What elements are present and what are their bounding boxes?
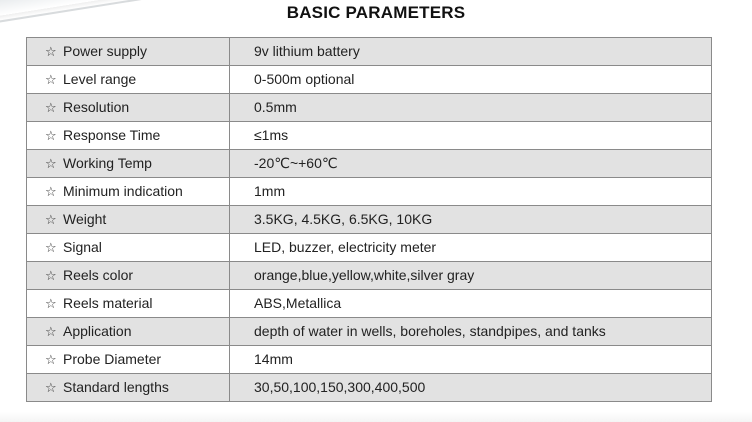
parameter-value: 0-500m optional (230, 66, 712, 94)
parameter-name-cell (27, 346, 230, 374)
table-row (27, 262, 712, 290)
parameter-name-cell (27, 66, 230, 94)
parameter-name-cell (27, 150, 230, 178)
parameter-name-cell (27, 206, 230, 234)
parameter-value: 9v lithium battery (230, 38, 712, 66)
parameter-name: Minimum indication (63, 183, 183, 199)
star-icon: ☆ (45, 72, 57, 87)
parameter-name-cell (27, 290, 230, 318)
parameter-value: LED, buzzer, electricity meter (230, 234, 712, 262)
star-icon: ☆ (45, 352, 57, 367)
parameter-name-cell (27, 38, 230, 66)
table-row (27, 206, 712, 234)
star-icon: ☆ (45, 44, 57, 59)
parameter-name-cell (27, 234, 230, 262)
parameter-name-cell (27, 374, 230, 402)
table-row (27, 234, 712, 262)
table-row (27, 318, 712, 346)
table-row (27, 374, 712, 402)
parameter-name: Reels color (63, 267, 134, 283)
parameter-value: 0.5mm (230, 94, 712, 122)
parameter-name: Power supply (63, 43, 148, 59)
parameter-value: 1mm (230, 178, 712, 206)
parameter-name: Reels material (63, 295, 153, 311)
star-icon: ☆ (45, 212, 57, 227)
star-icon: ☆ (45, 128, 57, 143)
star-icon: ☆ (45, 156, 57, 171)
star-icon: ☆ (45, 240, 57, 255)
bottom-shade (0, 412, 752, 422)
parameter-name: Response Time (63, 127, 161, 143)
table-row (27, 94, 712, 122)
table-row (27, 66, 712, 94)
parameter-name: Weight (63, 211, 107, 227)
parameter-name-cell (27, 122, 230, 150)
table-row (27, 38, 712, 66)
table-row (27, 290, 712, 318)
parameters-table (26, 37, 712, 402)
parameter-name-cell (27, 318, 230, 346)
parameter-value: ≤1ms (230, 122, 712, 150)
parameter-name: Working Temp (63, 155, 152, 171)
parameter-name-cell (27, 178, 230, 206)
table-row (27, 346, 712, 374)
parameter-value: -20℃~+60℃ (230, 150, 712, 178)
parameter-name: Resolution (63, 99, 130, 115)
parameter-name-cell (27, 94, 230, 122)
star-icon: ☆ (45, 296, 57, 311)
parameter-value: 3.5KG, 4.5KG, 6.5KG, 10KG (230, 206, 712, 234)
parameter-name-cell (27, 262, 230, 290)
table-row (27, 150, 712, 178)
parameter-name: Probe Diameter (63, 351, 162, 367)
star-icon: ☆ (45, 324, 57, 339)
parameter-name: Application (63, 323, 132, 339)
parameter-value: orange,blue,yellow,white,silver gray (230, 262, 712, 290)
star-icon: ☆ (45, 380, 57, 395)
parameter-name: Standard lengths (63, 379, 169, 395)
parameter-name: Level range (63, 71, 137, 87)
star-icon: ☆ (45, 268, 57, 283)
page-title: BASIC PARAMETERS (286, 3, 466, 22)
parameter-value: ABS,Metallica (230, 290, 712, 318)
parameter-value: 30,50,100,150,300,400,500 (230, 374, 712, 402)
parameter-value: 14mm (230, 346, 712, 374)
parameter-name: Signal (63, 239, 102, 255)
parameter-value: depth of water in wells, boreholes, standpipes, and tanks (230, 318, 712, 346)
table-row (27, 122, 712, 150)
star-icon: ☆ (45, 184, 57, 199)
table-row (27, 178, 712, 206)
star-icon: ☆ (45, 100, 57, 115)
